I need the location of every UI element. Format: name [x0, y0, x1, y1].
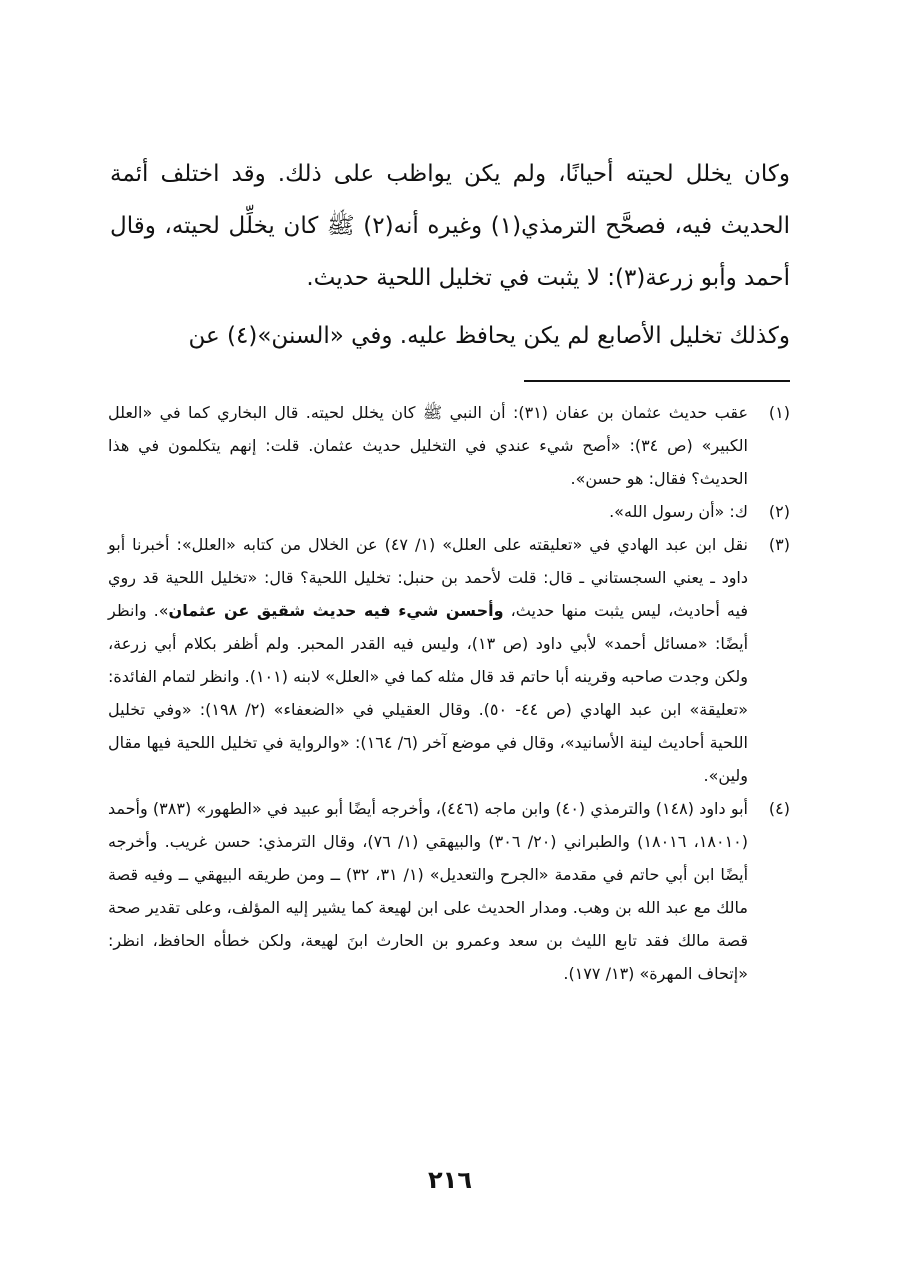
- body-paragraph-1: وكان يخلل لحيته أحيانًا، ولم يكن يواظب على ذلك. وقد اختلف أئمة الحديث فيه، فصحَّح الترمذي(١) وغيره أنه(٢) ﷺ كان يخلِّل لحيته، وقال أحمد وأبو زرعة(٣): لا يثبت في تخليل اللحية حديث.: [110, 161, 790, 291]
- footnote-number: (١): [768, 403, 790, 422]
- footnote-text: عقب حديث عثمان بن عفان (٣١): أن النبي ﷺ كان يخلل لحيته. قال البخاري كما في «العلل الكبير» (ص ٣٤): «أصح شيء عندي في التخليل حديث عثمان. قلت: إنهم يتكلمون في هذا الحديث؟ فقال: هو حسن».: [108, 403, 749, 488]
- main-text: [110, 148, 790, 362]
- footnote-number: (٤): [768, 799, 790, 818]
- footnote-text: ك: «أن رسول الله».: [609, 502, 748, 521]
- footnotes: [108, 396, 790, 990]
- footnote-2: [108, 495, 790, 528]
- page-number: ٢١٦: [428, 1166, 472, 1194]
- footnote-4: [108, 792, 790, 990]
- footnote-text: نقل ابن عبد الهادي في «تعليقته على العلل» (١/ ٤٧) عن الخلال من كتابه «العلل»: أخبرنا أبو داود ـ يعني السجستاني ـ قال: قلت لأحمد بن حنبل: تخليل اللحية؟ قال: «تخليل اللحية قد روي فيه أحاديث، ليس يثبت منها حديث،: [108, 535, 749, 620]
- footnote-1: [108, 396, 790, 495]
- footnote-number: (٢): [768, 502, 790, 521]
- footnote-divider: [524, 380, 790, 382]
- body-paragraph-2: وكذلك تخليل الأصابع لم يكن يحافظ عليه. وفي «السنن»(٤) عن: [188, 323, 790, 349]
- footnote-text-continued: ». وانظر أيضًا: «مسائل أحمد» لأبي داود (ص ١٣)، وليس فيه القدر المحبر. ولم أظفر بكلام أبي زرعة، ولكن وجدت صاحبه وقرينه أبا حاتم قد قال مثله كما في «العلل» لابنه (١٠١). وانظر لتمام الفائدة: «تعليقة» ابن عبد الهادي (ص ٤٤- ٥٠). وقال العقيلي في «الضعفاء» (٢/ ١٩٨): «وفي تخليل اللحية أحاديث لينة الأسانيد»، وقال في موضع آخر (٦/ ١٦٤): «والرواية في تخليل اللحية فيها مقال ولين».: [108, 601, 749, 785]
- footnote-3: [108, 528, 790, 792]
- footnote-number: (٣): [768, 535, 790, 554]
- footnote-text: أبو داود (١٤٨) والترمذي (٤٠) وابن ماجه (٤٤٦)، وأخرجه أيضًا أبو عبيد في «الطهور» (٣٨٣) وأحمد (١٨٠١٠، ١٨٠١٦) والطبراني (٢٠/ ٣٠٦) والبيهقي (١/ ٧٦)، وقال الترمذي: حسن غريب. وأخرجه أيضًا ابن أبي حاتم في مقدمة «الجرح والتعديل» (١/ ٣١، ٣٢) ــ ومن طريقه البيهقي ــ وفيه قصة مالك مع عبد الله بن وهب. ومدار الحديث على ابن لهيعة كما يشير إليه المؤلف، وعلى تقدير صحة قصة مالك فقد تابع الليث بن سعد وعمرو بن الحارث ابنَ لهيعة، ولكن خطأه الحافظ، انظر: «إتحاف المهرة» (١٣/ ١٧٧).: [108, 799, 749, 983]
- footnote-bold-text: وأحسن شيء فيه حديث شقيق عن عثمان: [168, 601, 504, 620]
